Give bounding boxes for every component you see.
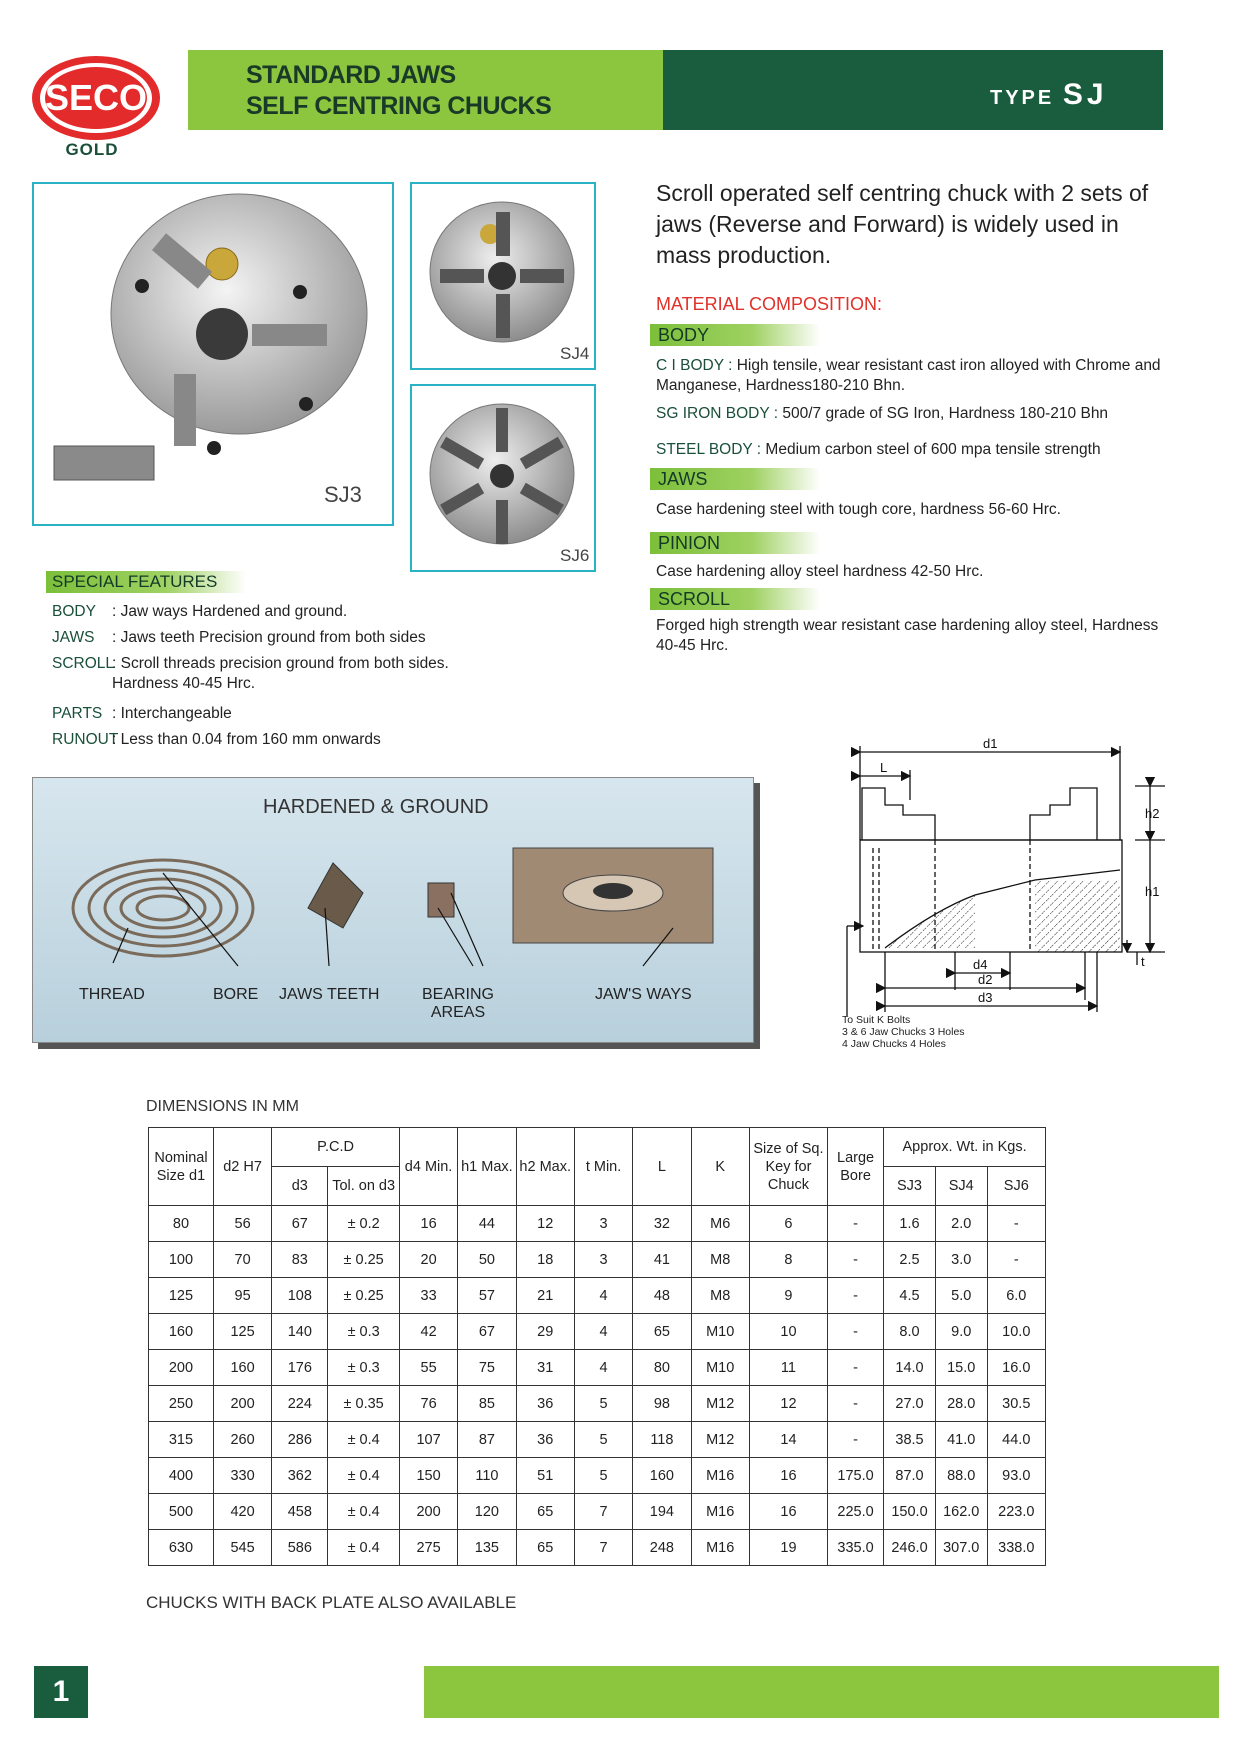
table-cell: 44 [458, 1206, 516, 1242]
diagram-label-d1: d1 [983, 736, 998, 751]
table-cell: 31 [516, 1350, 574, 1386]
photo-label-sj3: SJ3 [324, 482, 362, 507]
table-cell: 315 [149, 1422, 214, 1458]
table-cell: 67 [458, 1314, 516, 1350]
table-cell: 194 [633, 1494, 691, 1530]
feature-row [52, 654, 512, 694]
table-cell: M16 [691, 1458, 749, 1494]
diagram-label-d2: d2 [978, 972, 993, 987]
col-approx-weight: Approx. Wt. in Kgs. [884, 1128, 1046, 1167]
table-cell: 42 [399, 1314, 457, 1350]
title-line-2: SELF CENTRING CHUCKS [246, 92, 552, 120]
label-bearing-areas: BEARING AREAS [421, 986, 494, 1021]
feature-key: RUNOUT [52, 731, 119, 748]
table-cell: - [828, 1314, 884, 1350]
table-cell: 16.0 [987, 1350, 1045, 1386]
table-cell: 400 [149, 1458, 214, 1494]
table-cell: 224 [272, 1386, 328, 1422]
section-scroll-heading: SCROLL [658, 589, 731, 609]
ci-body-text [656, 356, 1176, 396]
table-cell: 19 [749, 1530, 827, 1566]
table-cell: 95 [213, 1278, 271, 1314]
special-features-heading: SPECIAL FEATURES [52, 572, 218, 591]
table-cell: 160 [149, 1314, 214, 1350]
table-cell: 33 [399, 1278, 457, 1314]
table-cell: 98 [633, 1386, 691, 1422]
table-cell: 9 [749, 1278, 827, 1314]
table-body [149, 1206, 1046, 1566]
col-h1: h1 Max. [458, 1128, 516, 1206]
table-cell: ± 0.4 [328, 1530, 400, 1566]
table-cell: ± 0.25 [328, 1278, 400, 1314]
diagram-note-line-3: 4 Jaw Chucks 4 Holes [842, 1038, 946, 1050]
diagram-label-h1: h1 [1145, 884, 1160, 899]
table-cell: 118 [633, 1422, 691, 1458]
table-cell: 48 [633, 1278, 691, 1314]
pinion-text: Case hardening alloy steel hardness 42-50 Hrc. [656, 563, 984, 580]
col-L: L [633, 1128, 691, 1206]
table-cell: 83 [272, 1242, 328, 1278]
table-cell: 50 [458, 1242, 516, 1278]
table-cell: 67 [272, 1206, 328, 1242]
table-cell: 80 [633, 1350, 691, 1386]
table-cell: 250 [149, 1386, 214, 1422]
table-cell: 260 [213, 1422, 271, 1458]
feature-value: : Jaws teeth Precision ground from both sides [112, 629, 426, 646]
table-cell: M12 [691, 1422, 749, 1458]
table-cell: 30.5 [987, 1386, 1045, 1422]
table-cell: 6.0 [987, 1278, 1045, 1314]
table-cell: 5 [574, 1422, 632, 1458]
feature-value: : Scroll threads precision ground from both sides. Hardness 40-45 Hrc. [112, 655, 449, 692]
feature-value: : Less than 0.04 from 160 mm onwards [112, 731, 381, 748]
type-prefix: TYPE [990, 87, 1055, 109]
table-cell: 87.0 [884, 1458, 936, 1494]
table-cell: M16 [691, 1530, 749, 1566]
sg-body-key: SG IRON BODY : [656, 405, 779, 422]
special-features-bar [46, 571, 246, 593]
steel-body-value: Medium carbon steel of 600 mpa tensile strength [765, 441, 1101, 458]
table-cell: 3 [574, 1206, 632, 1242]
table-cell: 175.0 [828, 1458, 884, 1494]
chuck-4-jaw-image [412, 184, 594, 368]
table-row [149, 1278, 1046, 1314]
table-cell: 57 [458, 1278, 516, 1314]
table-cell: ± 0.3 [328, 1350, 400, 1386]
table-row [149, 1242, 1046, 1278]
feature-row [52, 628, 426, 648]
table-cell: 70 [213, 1242, 271, 1278]
table-cell: 150.0 [884, 1494, 936, 1530]
table-cell: 338.0 [987, 1530, 1045, 1566]
table-cell: - [828, 1242, 884, 1278]
photo-sj3 [32, 182, 394, 526]
footer-green-bar [424, 1666, 1219, 1718]
col-t: t Min. [574, 1128, 632, 1206]
table-row [149, 1206, 1046, 1242]
table-cell: 100 [149, 1242, 214, 1278]
table-cell: 88.0 [935, 1458, 987, 1494]
table-row [149, 1458, 1046, 1494]
table-cell: M10 [691, 1314, 749, 1350]
jaws-text: Case hardening steel with tough core, hardness 56-60 Hrc. [656, 501, 1061, 518]
table-cell: 4 [574, 1314, 632, 1350]
chuck-dimension-diagram [835, 730, 1175, 1050]
table-cell: - [828, 1278, 884, 1314]
diagram-label-t: t [1141, 954, 1145, 969]
table-cell: 140 [272, 1314, 328, 1350]
table-cell: 75 [458, 1350, 516, 1386]
page-number: 1 [34, 1666, 88, 1718]
table-cell: 545 [213, 1530, 271, 1566]
ci-body-key: C I BODY : [656, 357, 733, 374]
table-cell: 110 [458, 1458, 516, 1494]
material-heading: MATERIAL COMPOSITION: [656, 294, 883, 314]
table-cell: 16 [749, 1458, 827, 1494]
table-cell: ± 0.3 [328, 1314, 400, 1350]
col-sj3: SJ3 [884, 1167, 936, 1206]
table-cell: ± 0.4 [328, 1494, 400, 1530]
table-cell: 6 [749, 1206, 827, 1242]
back-plate-note: CHUCKS WITH BACK PLATE ALSO AVAILABLE [146, 1593, 517, 1612]
col-sj6: SJ6 [987, 1167, 1045, 1206]
table-row [149, 1530, 1046, 1566]
photo-sj6 [410, 384, 596, 572]
table-caption: DIMENSIONS IN MM [146, 1098, 299, 1115]
chuck-3-jaw-image [34, 184, 392, 524]
table-cell: 56 [213, 1206, 271, 1242]
table-cell: 335.0 [828, 1530, 884, 1566]
table-cell: 51 [516, 1458, 574, 1494]
section-body-bar [650, 324, 820, 346]
table-cell: 55 [399, 1350, 457, 1386]
table-cell: M16 [691, 1494, 749, 1530]
chuck-6-jaw-image [412, 386, 594, 570]
col-K: K [691, 1128, 749, 1206]
scroll-text: Forged high strength wear resistant case hardening alloy steel, Hardness 40-45 Hrc. [656, 617, 1159, 654]
table-cell: M8 [691, 1278, 749, 1314]
section-body-heading: BODY [658, 325, 710, 345]
table-cell: 4.5 [884, 1278, 936, 1314]
table-cell: 44.0 [987, 1422, 1045, 1458]
table-cell: M12 [691, 1386, 749, 1422]
table-cell: M8 [691, 1242, 749, 1278]
table-cell: 80 [149, 1206, 214, 1242]
diagram-note-line-2: 3 & 6 Jaw Chucks 3 Holes [842, 1026, 965, 1038]
table-cell: ± 0.2 [328, 1206, 400, 1242]
table-cell: - [828, 1206, 884, 1242]
col-d4: d4 Min. [399, 1128, 457, 1206]
section-scroll-bar [650, 588, 820, 610]
table-cell: 150 [399, 1458, 457, 1494]
section-jaws-heading: JAWS [658, 469, 708, 489]
feature-row [52, 704, 232, 724]
table-cell: 14 [749, 1422, 827, 1458]
table-cell: 176 [272, 1350, 328, 1386]
table-cell: 4 [574, 1278, 632, 1314]
section-pinion-bar [650, 532, 820, 554]
table-cell: 458 [272, 1494, 328, 1530]
steel-body-text [656, 440, 1176, 460]
feature-key: JAWS [52, 629, 95, 646]
table-cell: 120 [458, 1494, 516, 1530]
table-cell: 3.0 [935, 1242, 987, 1278]
hardened-ground-panel [32, 777, 754, 1043]
col-pcd: P.C.D [272, 1128, 400, 1167]
table-cell: M6 [691, 1206, 749, 1242]
table-cell: 108 [272, 1278, 328, 1314]
table-cell: 4 [574, 1350, 632, 1386]
table-cell: 500 [149, 1494, 214, 1530]
table-cell: 630 [149, 1530, 214, 1566]
table-cell: 135 [458, 1530, 516, 1566]
section-pinion-heading: PINION [658, 533, 721, 553]
table-cell: 41 [633, 1242, 691, 1278]
label-jaws-teeth: JAWS TEETH [279, 986, 380, 1003]
table-cell: ± 0.25 [328, 1242, 400, 1278]
table-cell: 200 [213, 1386, 271, 1422]
label-jaws-ways: JAW'S WAYS [595, 986, 692, 1003]
table-cell: 29 [516, 1314, 574, 1350]
table-cell: 162.0 [935, 1494, 987, 1530]
col-h2: h2 Max. [516, 1128, 574, 1206]
sg-body-text [656, 404, 1176, 424]
table-cell: 2.0 [935, 1206, 987, 1242]
table-row [149, 1386, 1046, 1422]
hardened-ground-title: HARDENED & GROUND [263, 796, 489, 818]
table-cell: 7 [574, 1530, 632, 1566]
table-cell: 32 [633, 1206, 691, 1242]
col-sq-key: Size of Sq. Key for Chuck [749, 1128, 827, 1206]
table-cell: 1.6 [884, 1206, 936, 1242]
table-cell: 586 [272, 1530, 328, 1566]
table-cell: - [828, 1350, 884, 1386]
table-cell: 307.0 [935, 1530, 987, 1566]
table-cell: 3 [574, 1242, 632, 1278]
table-cell: 246.0 [884, 1530, 936, 1566]
table-cell: 28.0 [935, 1386, 987, 1422]
diagram-label-d3: d3 [978, 990, 993, 1005]
table-cell: 14.0 [884, 1350, 936, 1386]
table-cell: 5 [574, 1458, 632, 1494]
col-sj4: SJ4 [935, 1167, 987, 1206]
table-cell: 5 [574, 1386, 632, 1422]
table-cell: 16 [399, 1206, 457, 1242]
table-cell: 420 [213, 1494, 271, 1530]
table-cell: 36 [516, 1422, 574, 1458]
intro-text: Scroll operated self centring chuck with 2 sets of jaws (Reverse and Forward) is widely used in mass production. [656, 180, 1149, 268]
table-cell: 9.0 [935, 1314, 987, 1350]
table-cell: 8.0 [884, 1314, 936, 1350]
table-cell: 65 [516, 1494, 574, 1530]
diagram-note-line-1: To Suit K Bolts [842, 1014, 911, 1026]
table-cell: 107 [399, 1422, 457, 1458]
feature-key: PARTS [52, 705, 103, 722]
table-cell: 27.0 [884, 1386, 936, 1422]
col-d2: d2 H7 [213, 1128, 271, 1206]
feature-key: SCROLL [52, 655, 115, 672]
title-line-1: STANDARD JAWS [246, 61, 456, 89]
section-jaws-bar [650, 468, 820, 490]
table-cell: 15.0 [935, 1350, 987, 1386]
table-cell: 160 [633, 1458, 691, 1494]
table-row [149, 1494, 1046, 1530]
diagram-label-L: L [880, 760, 888, 775]
table-cell: 248 [633, 1530, 691, 1566]
feature-row [52, 730, 381, 750]
photo-label-sj6: SJ6 [560, 546, 590, 565]
table-cell: 41.0 [935, 1422, 987, 1458]
table-cell: 286 [272, 1422, 328, 1458]
type-label [990, 78, 1108, 112]
table-cell: 362 [272, 1458, 328, 1494]
col-d3: d3 [272, 1167, 328, 1206]
table-cell: 225.0 [828, 1494, 884, 1530]
table-row [149, 1422, 1046, 1458]
table-cell: 12 [749, 1386, 827, 1422]
diagram-note [842, 1014, 965, 1050]
ci-body-value: High tensile, wear resistant cast iron alloyed with Chrome and Manganese, Hardness180-210 Bhn. [656, 357, 1161, 394]
col-tol-d3: Tol. on d3 [328, 1167, 400, 1206]
col-large-bore: Large Bore [828, 1128, 884, 1206]
table-cell: 76 [399, 1386, 457, 1422]
table-cell: M10 [691, 1350, 749, 1386]
table-row [149, 1350, 1046, 1386]
diagram-label-d4: d4 [973, 957, 988, 972]
table-cell: 5.0 [935, 1278, 987, 1314]
table-cell: 10 [749, 1314, 827, 1350]
table-cell: 275 [399, 1530, 457, 1566]
label-thread: THREAD [79, 986, 145, 1003]
table-cell: 93.0 [987, 1458, 1045, 1494]
feature-value: : Jaw ways Hardened and ground. [112, 603, 348, 620]
table-cell: 18 [516, 1242, 574, 1278]
photo-sj4 [410, 182, 596, 370]
table-cell: 85 [458, 1386, 516, 1422]
photo-label-sj4: SJ4 [560, 344, 590, 363]
logo-gold-text: GOLD [65, 140, 119, 159]
table-cell: 87 [458, 1422, 516, 1458]
table-cell: 8 [749, 1242, 827, 1278]
table-cell: - [987, 1242, 1045, 1278]
table-cell: 125 [213, 1314, 271, 1350]
table-cell: 11 [749, 1350, 827, 1386]
table-cell: 10.0 [987, 1314, 1045, 1350]
feature-key: BODY [52, 603, 96, 620]
table-cell: 125 [149, 1278, 214, 1314]
table-cell: ± 0.4 [328, 1458, 400, 1494]
logo-text: SECO [44, 77, 148, 118]
sg-body-value: 500/7 grade of SG Iron, Hardness 180-210 Bhn [782, 405, 1109, 422]
table-cell: 65 [633, 1314, 691, 1350]
table-cell: 330 [213, 1458, 271, 1494]
table-cell: 12 [516, 1206, 574, 1242]
table-cell: - [828, 1422, 884, 1458]
table-cell: 20 [399, 1242, 457, 1278]
table-cell: 2.5 [884, 1242, 936, 1278]
table-cell: 38.5 [884, 1422, 936, 1458]
table-cell: 7 [574, 1494, 632, 1530]
table-cell: - [987, 1206, 1045, 1242]
feature-row [52, 602, 347, 622]
table-cell: 200 [149, 1350, 214, 1386]
table-cell: - [828, 1386, 884, 1422]
table-cell: ± 0.35 [328, 1386, 400, 1422]
col-nominal-size: Nominal Size d1 [149, 1128, 214, 1206]
table-row [149, 1314, 1046, 1350]
table-cell: 200 [399, 1494, 457, 1530]
type-code: SJ [1062, 78, 1108, 111]
dimensions-table [148, 1127, 1046, 1566]
table-cell: ± 0.4 [328, 1422, 400, 1458]
steel-body-key: STEEL BODY : [656, 441, 762, 458]
table-cell: 21 [516, 1278, 574, 1314]
page-title [246, 60, 551, 122]
table-cell: 16 [749, 1494, 827, 1530]
diagram-label-h2: h2 [1145, 806, 1160, 821]
label-bore: BORE [213, 986, 259, 1003]
table-cell: 65 [516, 1530, 574, 1566]
table-cell: 160 [213, 1350, 271, 1386]
table-cell: 36 [516, 1386, 574, 1422]
table-cell: 223.0 [987, 1494, 1045, 1530]
feature-value: : Interchangeable [112, 705, 232, 722]
